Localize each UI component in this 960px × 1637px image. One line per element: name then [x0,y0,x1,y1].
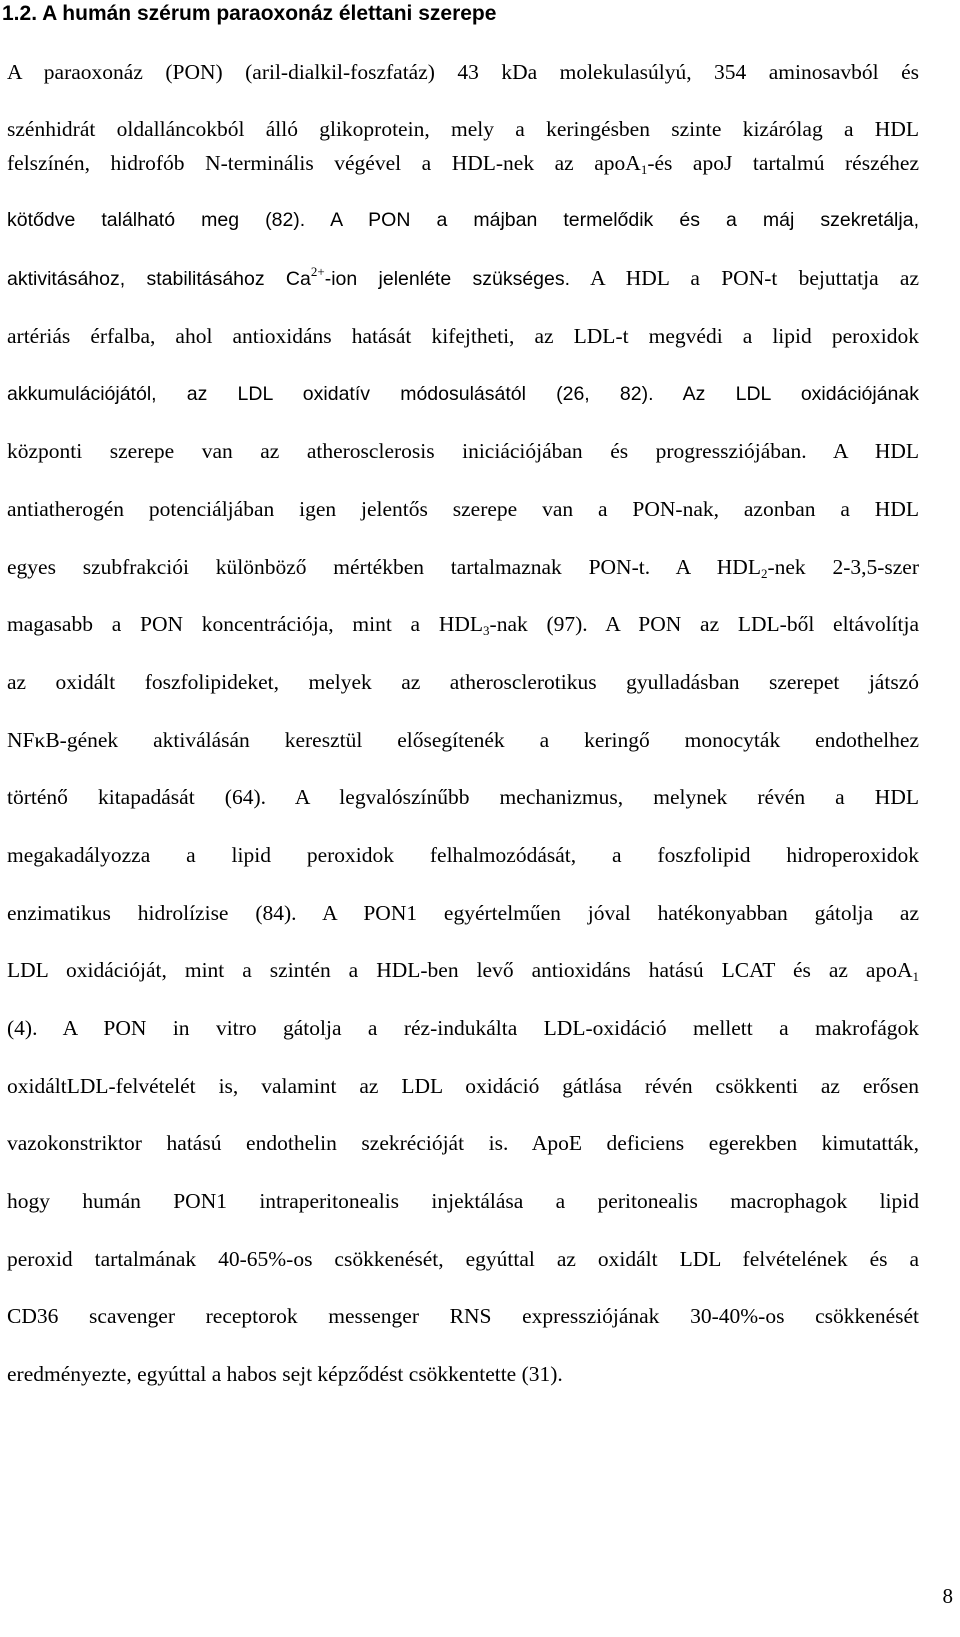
body-line: antiatherogén potenciáljában igen jelentős szerepe van a PON-nak, azonban a HDL [7,497,919,521]
body-line: CD36 scavenger receptorok messenger RNS expressziójának 30-40%-os csökkenését [7,1304,919,1328]
body-line: egyes szubfrakciói különböző mértékben tartalmaznak PON-t. A $HDL_2$-nek 2-3,5-szer [7,555,919,581]
body-line: kötődve található meg (82). A PON a májban termelődik és a máj szekretálja, [7,209,919,231]
body-line: megakadályozza a lipid peroxidok felhalmozódását, a foszfolipid hidroperoxidok [7,843,919,867]
body-line: aktivitásához, stabilitásához $Ca^{2+}$-ion jelenléte szükséges. A HDL a PON-t bejuttatja az [7,264,919,290]
section-heading: 1.2. A humán szérum paraoxonáz élettani szerepe [2,2,497,25]
body-line: történő kitapadását (64). A legvalószínűbb mechanizmus, melynek révén a HDL [7,785,919,809]
body-line: A paraoxonáz (PON) (aril-dialkil-foszfatáz) 43 kDa molekulasúlyú, 354 aminosavból és [7,60,919,84]
body-line: akkumulációjától, az LDL oxidatív módosulásától (26, 82). Az LDL oxidációjának [7,383,919,405]
subscript: 3 [483,623,490,638]
body-line: eredményezte, egyúttal a habos sejt képződést csökkentette (31). [7,1362,563,1386]
body-line: felszínén, hidrofób N-terminális végével a HDL-nek az apoA$_1$-és apoJ tartalmú részéhez [7,151,920,177]
subscript: 1 [912,969,919,984]
body-line: NFκB-gének aktiválásán keresztül elősegítenék a keringő monocyták endothelhez [7,728,919,752]
superscript: 2+ [310,264,325,279]
page-number: 8 [942,1584,953,1608]
body-line: LDL oxidációját, mint a szintén a HDL-ben levő antioxidáns hatású LCAT és az apoA$_1$ [7,958,919,984]
body-line: magasabb a PON koncentrációja, mint a $HDL_3$-nak (97). A PON az LDL-ből eltávolítja [7,612,920,638]
body-line: vazokonstriktor hatású endothelin szekrécióját is. ApoE deficiens egerekben kimutatták, [7,1131,919,1155]
body-line: peroxid tartalmának 40-65%-os csökkenését, egyúttal az oxidált LDL felvételének és a [7,1247,919,1271]
body-line: központi szerepe van az atherosclerosis iniciációjában és progressziójában. A HDL [7,439,919,463]
body-line: oxidáltLDL-felvételét is, valamint az LDL oxidáció gátlása révén csökkenti az erősen [7,1074,919,1098]
body-line: az oxidált foszfolipideket, melyek az atherosclerotikus gyulladásban szerepet játszó [7,670,919,694]
subscript: 1 [640,162,648,177]
body-line: szénhidrát oldalláncokból álló glikoprotein, mely a keringésben szinte kizárólag a HDL [7,117,919,141]
body-line: hogy humán PON1 intraperitonealis injektálása a peritonealis macrophagok lipid [7,1189,919,1213]
body-line: artériás érfalba, ahol antioxidáns hatását kifejtheti, az LDL-t megvédi a lipid peroxidok [7,324,919,348]
body-line: (4). A PON in vitro gátolja a réz-indukálta LDL-oxidáció mellett a makrofágok [7,1016,919,1040]
subscript: 2 [760,566,768,581]
body-line: enzimatikus hidrolízise (84). A PON1 egyértelműen jóval hatékonyabban gátolja az [7,901,919,925]
